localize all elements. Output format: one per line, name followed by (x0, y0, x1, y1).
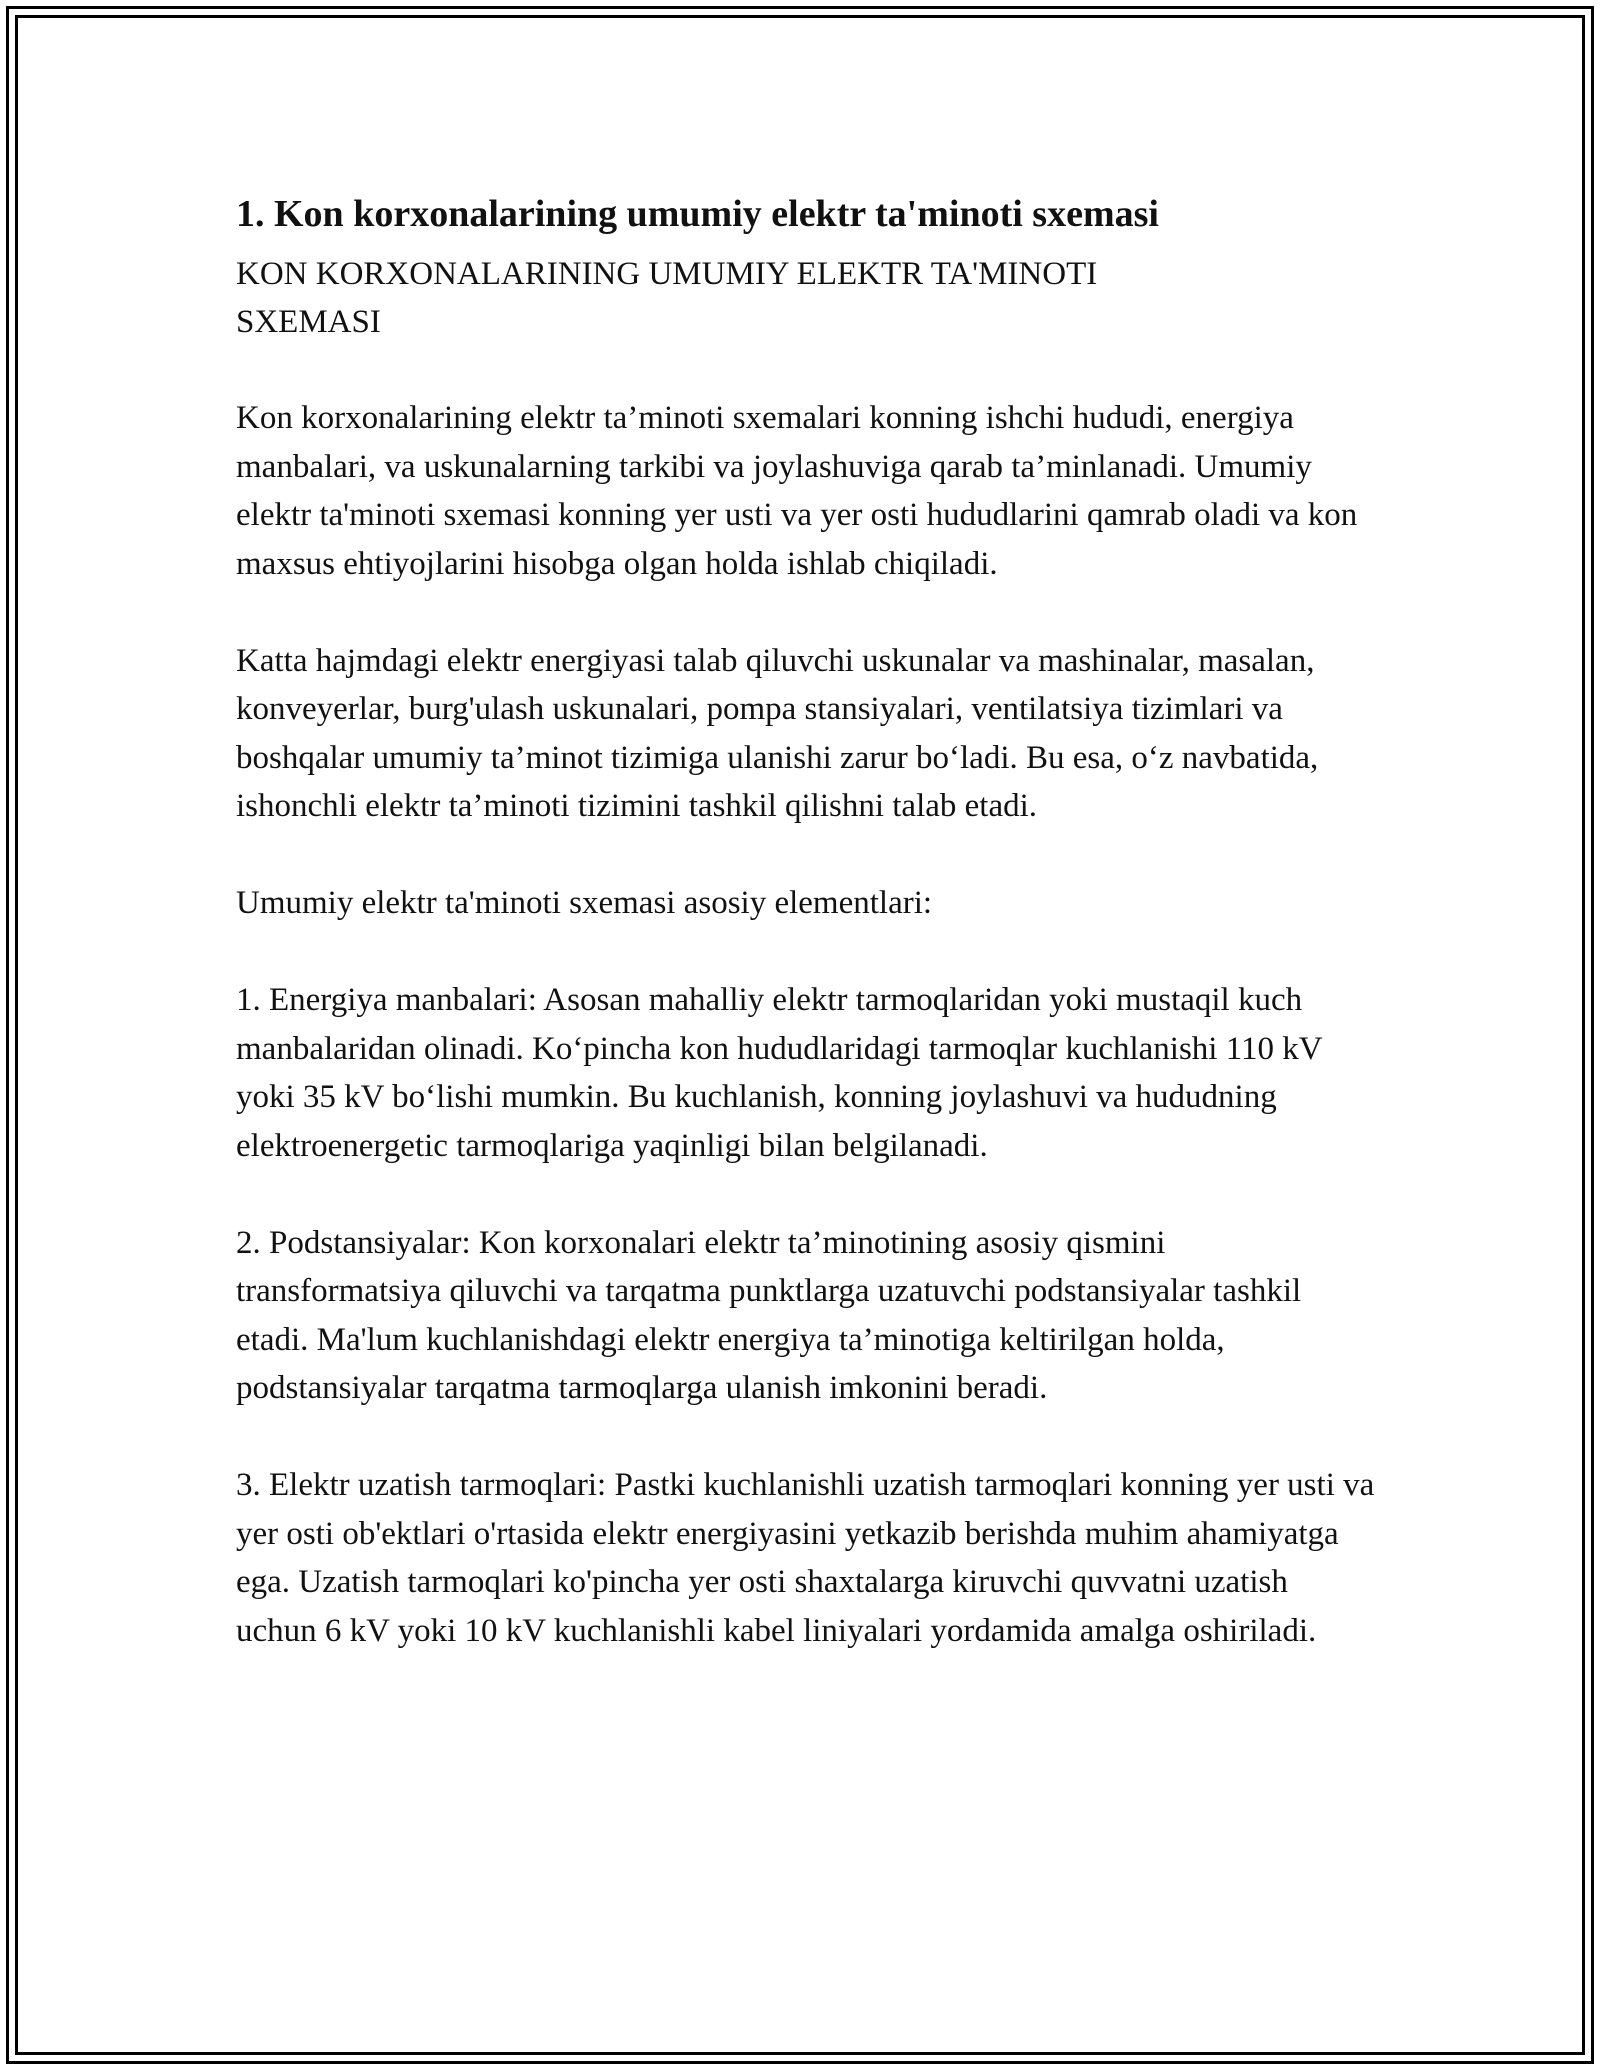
document-title: 1. Kon korxonalarining umumiy elektr ta'minoti sxemasi (236, 193, 1159, 235)
paragraph-elements-heading: Umumiy elektr ta'minoti sxemasi asosiy elementlari: (236, 885, 933, 921)
document-page (236, 186, 1376, 1704)
paragraph-intro: Kon korxonalarining elektr ta’minoti sxemalari konning ishchi hududi, energiya manbalari, va uskunalarning tarkibi va joylashuviga qarab ta’minlanadi. Umumiy elektr ta'minoti sxemasi konning yer usti va yer osti hududlarini qamrab oladi va kon maxsus ehtiyojlarini hisobga olgan holda ishlab chiqiladi. (236, 400, 1358, 582)
paragraph-energy-sources: 1. Energiya manbalari: Asosan mahalliy elektr tarmoqlaridan yoki mustaqil kuch manbalaridan olinadi. Ko‘pincha kon hududlaridagi tarmoqlar kuchlanishi 110 kV yoki 35 kV bo‘lishi mumkin. Bu kuchlanish, konning joylashuvi va hududning elektroenergetic tarmoqlariga yaqinligi bilan belgilanadi. (236, 982, 1322, 1164)
paragraph-transmission-networks: 3. Elektr uzatish tarmoqlari: Pastki kuchlanishli uzatish tarmoqlari konning yer usti va yer osti ob'ektlari o'rtasida elektr energiyasini yetkazib berishda muhim ahamiyatga ega. Uzatish tarmoqlari ko'pincha yer osti shaxtalarga kiruvchi quvvatni uzatish uchun 6 kV yoki 10 kV kuchlanishli kabel liniyalari yordamida amalga oshiriladi. (236, 1467, 1375, 1649)
document-subtitle: KON KORXONALARINING UMUMIY ELEKTR TA'MINOTI SXEMASI (236, 256, 1098, 340)
paragraph-substations: 2. Podstansiyalar: Kon korxonalari elektr ta’minotining asosiy qismini transformatsiya qiluvchi va tarqatma punktlarga uzatuvchi podstansiyalar tashkil etadi. Ma'lum kuchlanishdagi elektr energiya ta’minotiga keltirilgan holda, podstansiyalar tarqatma tarmoqlarga ulanish imkonini beradi. (236, 1224, 1302, 1406)
paragraph-equipment: Katta hajmdagi elektr energiyasi talab qiluvchi uskunalar va mashinalar, masalan, konveyerlar, burg'ulash uskunalari, pompa stansiyalari, ventilatsiya tizimlari va boshqalar umumiy ta’minot tizimiga ulanishi zarur bo‘ladi. Bu esa, o‘z navbatida, ishonchli elektr ta’minoti tizimini tashkil qilishni talab etadi. (236, 642, 1319, 824)
